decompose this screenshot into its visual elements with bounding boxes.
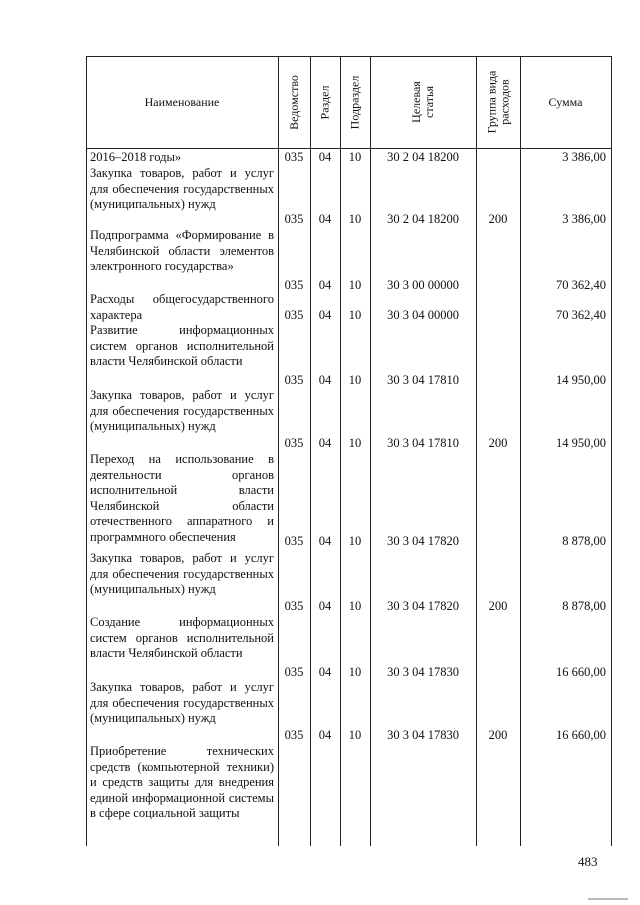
row-vedomstvo: 035 [284, 278, 304, 292]
row-celevaya: 30 3 04 17820 [387, 599, 459, 613]
row-vedomstvo: 035 [284, 728, 304, 742]
row-celevaya: 30 3 04 17810 [387, 436, 459, 450]
header-bottom-line [86, 148, 612, 149]
header-summa [520, 56, 611, 148]
header-celevaya-text [410, 81, 436, 123]
budget-table [86, 56, 612, 846]
row-name: Переход на использование в деятельности органов исполнительной власти Челябинской области отечественного аппаратного и программного обеспечения [90, 452, 274, 544]
header-celevaya-line2: статья [421, 86, 436, 118]
row-podrazdel: 10 [348, 534, 362, 548]
row-razdel: 04 [318, 599, 332, 613]
row-name: Закупка товаров, работ и услуг для обеспечения государственных (муниципальных) нужд [90, 551, 274, 597]
header-razdel-text: Раздел [317, 85, 332, 119]
header-celevaya-line1: Целевая [408, 81, 423, 123]
row-razdel: 04 [318, 534, 332, 548]
row-summa: 8 878,00 [562, 534, 606, 548]
header-gruppa [476, 56, 520, 148]
row-summa: 3 386,00 [562, 150, 606, 164]
row-razdel: 04 [318, 308, 332, 322]
row-celevaya: 30 3 04 00000 [387, 308, 459, 322]
header-vedomstvo [278, 56, 310, 148]
row-celevaya: 30 3 04 17820 [387, 534, 459, 548]
row-vedomstvo: 035 [284, 212, 304, 226]
row-gruppa: 200 [488, 599, 508, 613]
row-podrazdel: 10 [348, 436, 362, 450]
row-name: Закупка товаров, работ и услуг для обеспечения государственных (муниципальных) нужд [90, 680, 274, 726]
row-name: Подпрограмма «Формирование в Челябинской области элементов электронного государства» [90, 228, 274, 274]
row-vedomstvo: 035 [284, 534, 304, 548]
header-gruppa-line1: Группа вида [484, 70, 498, 134]
row-razdel: 04 [318, 373, 332, 387]
row-gruppa: 200 [488, 728, 508, 742]
header-name [86, 56, 278, 148]
row-summa: 16 660,00 [556, 728, 606, 742]
row-celevaya: 30 3 04 17830 [387, 665, 459, 679]
row-name: 2016–2018 годы» [90, 150, 182, 164]
page-number: 483 [578, 854, 598, 869]
row-podrazdel: 10 [348, 212, 362, 226]
header-podrazdel-text: Подраздел [347, 75, 362, 129]
row-celevaya: 30 3 04 17830 [387, 728, 459, 742]
scan-edge-mark [588, 898, 628, 900]
header-summa-text: Сумма [548, 94, 583, 109]
row-name: Закупка товаров, работ и услуг для обеспечения государственных (муниципальных) нужд [90, 388, 274, 434]
row-summa: 8 878,00 [562, 599, 606, 613]
row-summa: 16 660,00 [556, 665, 606, 679]
row-name: Расходы общегосударственного характера [90, 292, 274, 322]
row-summa: 70 362,40 [556, 308, 606, 322]
row-podrazdel: 10 [348, 728, 362, 742]
row-vedomstvo: 035 [284, 150, 304, 164]
row-summa: 14 950,00 [556, 373, 606, 387]
row-name: Приобретение технических средств (компьютерной техники) и средств защиты для внедрения единой информационной системы в сфере социальной защиты [90, 744, 274, 821]
row-celevaya: 30 2 04 18200 [387, 212, 459, 226]
row-vedomstvo: 035 [284, 599, 304, 613]
header-celevaya [370, 56, 476, 148]
header-gruppa-line2: расходов [497, 79, 511, 125]
header-vedomstvo-text: Ведомство [286, 74, 301, 130]
row-name: Развитие информационных систем органов исполнительной власти Челябинской области [90, 323, 274, 369]
row-razdel: 04 [318, 728, 332, 742]
row-name: Создание информационных систем органов исполнительной власти Челябинской области [90, 615, 274, 661]
row-podrazdel: 10 [348, 665, 362, 679]
row-summa: 3 386,00 [562, 212, 606, 226]
header-gruppa-text [485, 71, 511, 134]
table-border-left [86, 56, 87, 846]
row-razdel: 04 [318, 150, 332, 164]
row-razdel: 04 [318, 278, 332, 292]
row-summa: 70 362,40 [556, 278, 606, 292]
row-vedomstvo: 035 [284, 308, 304, 322]
row-razdel: 04 [318, 212, 332, 226]
row-celevaya: 30 3 04 17810 [387, 373, 459, 387]
row-vedomstvo: 035 [284, 373, 304, 387]
row-podrazdel: 10 [348, 373, 362, 387]
header-podrazdel [340, 56, 370, 148]
row-vedomstvo: 035 [284, 665, 304, 679]
row-celevaya: 30 2 04 18200 [387, 150, 459, 164]
row-vedomstvo: 035 [284, 436, 304, 450]
row-podrazdel: 10 [348, 599, 362, 613]
row-summa: 14 950,00 [556, 436, 606, 450]
row-podrazdel: 10 [348, 150, 362, 164]
row-gruppa: 200 [488, 436, 508, 450]
header-name-text: Наименование [144, 94, 220, 109]
row-name: Закупка товаров, работ и услуг для обеспечения государственных (муниципальных) нужд [90, 166, 274, 212]
row-podrazdel: 10 [348, 308, 362, 322]
row-podrazdel: 10 [348, 278, 362, 292]
header-razdel [310, 56, 340, 148]
row-razdel: 04 [318, 436, 332, 450]
row-gruppa: 200 [488, 212, 508, 226]
row-razdel: 04 [318, 665, 332, 679]
table-border-right [611, 56, 612, 846]
row-celevaya: 30 3 00 00000 [387, 278, 459, 292]
